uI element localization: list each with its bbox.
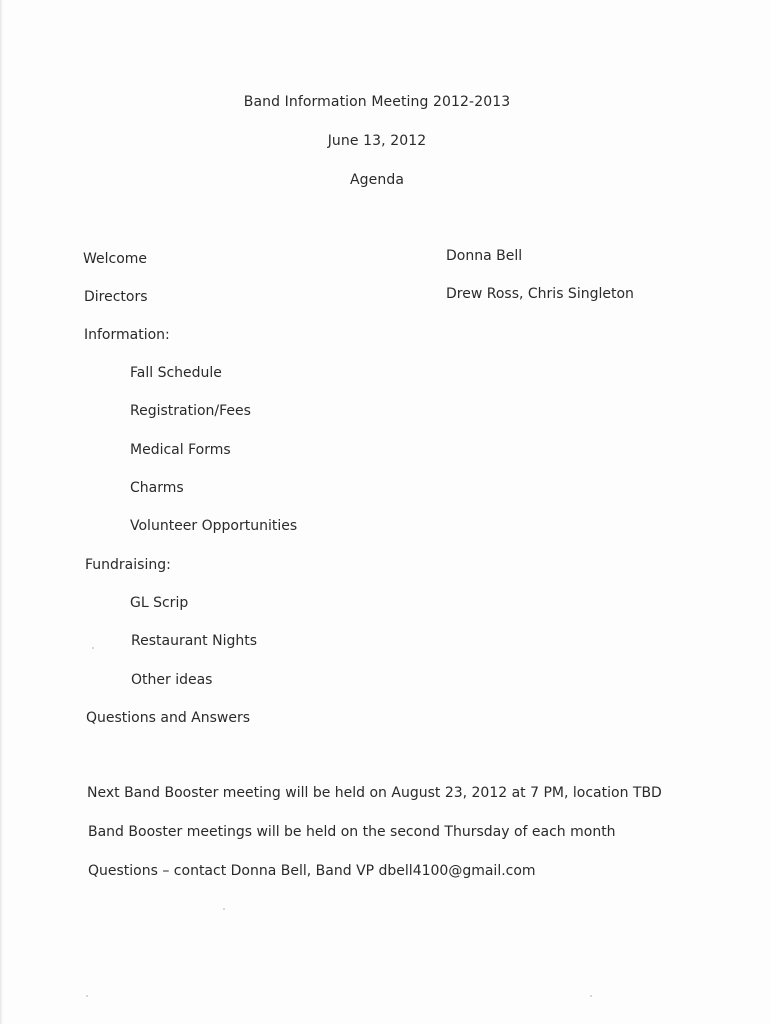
scan-speck: [86, 995, 88, 997]
meeting-schedule-note: Band Booster meetings will be held on the second Thursday of each month: [88, 824, 616, 840]
fundraising-subitem: GL Scrip: [130, 595, 189, 611]
agenda-item-information: Information:: [84, 327, 170, 343]
next-meeting-note: Next Band Booster meeting will be held on August 23, 2012 at 7 PM, location TBD: [87, 785, 662, 801]
document-title: Band Information Meeting 2012-2013: [243, 94, 511, 110]
scan-speck: [590, 995, 592, 997]
fundraising-subitem: Restaurant Nights: [131, 633, 257, 649]
speaker-directors: Drew Ross, Chris Singleton: [446, 286, 634, 302]
scan-speck: [92, 647, 94, 649]
agenda-item-welcome: Welcome: [83, 251, 148, 267]
meeting-date: June 13, 2012: [327, 133, 427, 149]
agenda-item-fundraising: Fundraising:: [85, 557, 171, 573]
scan-speck: [223, 908, 225, 910]
contact-note: Questions – contact Donna Bell, Band VP dbell4100@gmail.com: [88, 863, 536, 879]
information-subitem: Fall Schedule: [130, 365, 222, 381]
information-subitem: Registration/Fees: [130, 403, 251, 419]
information-subitem: Medical Forms: [130, 442, 231, 458]
information-subitem: Charms: [130, 480, 184, 496]
agenda-heading: Agenda: [349, 172, 405, 188]
information-subitem: Volunteer Opportunities: [130, 518, 298, 534]
fundraising-subitem: Other ideas: [131, 672, 213, 688]
scan-edge-shadow: [0, 0, 3, 1024]
agenda-item-directors: Directors: [84, 289, 148, 305]
agenda-item-questions-answers: Questions and Answers: [86, 710, 251, 726]
speaker-welcome: Donna Bell: [446, 248, 523, 264]
